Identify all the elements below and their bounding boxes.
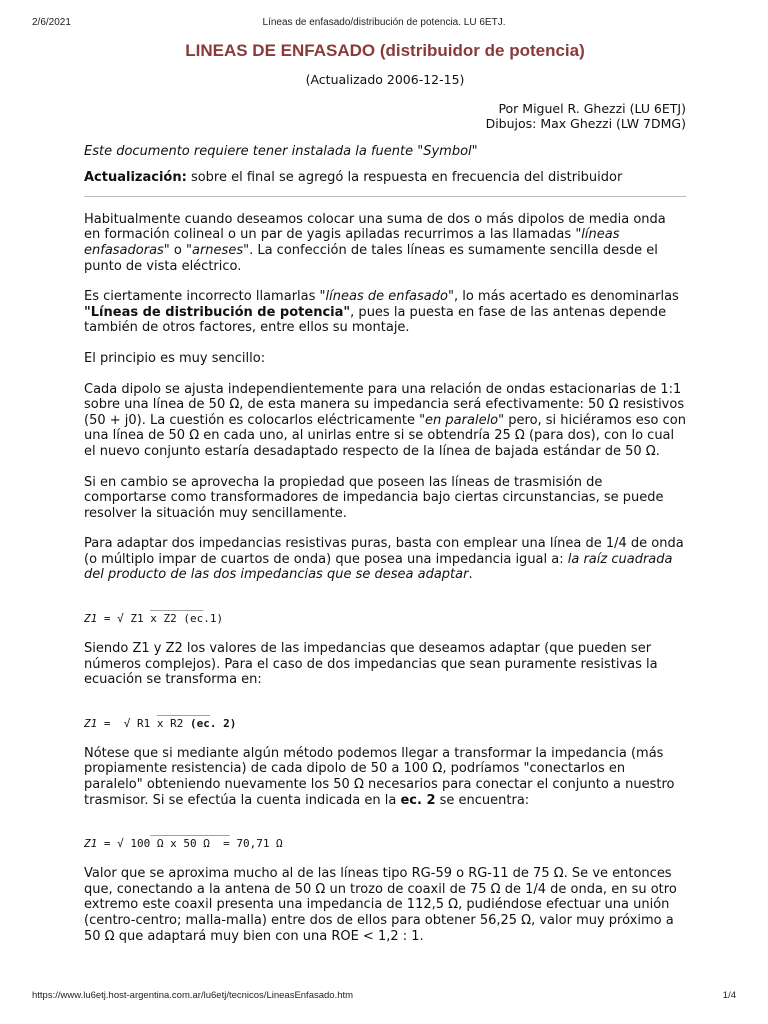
print-title: Líneas de enfasado/distribución de potencia. LU 6ETJ. <box>262 17 506 28</box>
text: pero, si hiciéramos eso con una línea de 50 Ω en cada uno, al unirlas entre si se obtendría 25 Ω (para dos), con lo cual el nuevo conjunto estaría desadaptado respecto de la línea de bajada estándar de 50 Ω. <box>84 412 686 459</box>
text: . <box>468 567 473 583</box>
document-body <box>84 40 686 944</box>
print-date: 2/6/2021 <box>32 17 71 28</box>
equation-text: = √ R1 x R2 <box>97 716 190 730</box>
text: Es ciertamente incorrecto llamarlas <box>84 289 320 305</box>
paragraph-transformer: Si en cambio se aprovecha la propiedad que poseen las líneas de trasmisión de comportarse como transformadores de impedancia bajo ciertas circunstancias, se puede resolver la situación muy sencillamente. <box>84 474 664 521</box>
paragraph-adapt <box>84 536 686 583</box>
equation-text: = √ 100 Ω x 50 Ω = 70,71 Ω <box>97 837 283 851</box>
update-label: Actualización: <box>84 170 187 186</box>
text-italic: "arneses" <box>186 242 250 258</box>
text: , lo más acertado es denominarlas <box>453 289 679 305</box>
text: o <box>169 242 187 258</box>
update-note <box>84 170 686 186</box>
drawings-credit: Dibujos: Max Ghezzi (LW 7DMG) <box>485 115 686 131</box>
author: Por Miguel R. Ghezzi (LU 6ETJ) <box>498 100 686 116</box>
radical-bar: ________ <box>150 598 204 612</box>
equation-bar <box>84 598 203 611</box>
equation-bar <box>84 823 230 836</box>
page-title: LINEAS DE ENFASADO (distribuidor de potencia) <box>185 41 585 60</box>
update-text: sobre el final se agregó la respuesta en frecuencia del distribuidor <box>186 170 623 186</box>
equation-var: Z1 <box>84 837 98 851</box>
page-number: 1/4 <box>722 990 736 1001</box>
paragraph-intro <box>84 212 686 274</box>
paragraph-dipole <box>84 382 686 460</box>
radical-bar: ____________ <box>150 823 230 837</box>
equation-1 <box>84 598 686 626</box>
text: se encuentra: <box>435 792 530 808</box>
equation-var: Z1 <box>84 716 98 730</box>
text: Para adaptar dos impedancias resistivas puras, basta con emplear una línea de 1/4 de onda (o múltiplo impar de cuartos de onda) que posea una impedancia igual a: <box>84 536 684 567</box>
paragraph-principle: El principio es muy sencillo: <box>84 350 266 366</box>
text: . La confección de tales líneas es sumamente sencilla desde el punto de vista eléctrico. <box>84 242 658 274</box>
equation-label: (ec. 2) <box>189 716 237 730</box>
divider <box>84 196 686 197</box>
radical-bar: ________ <box>156 702 210 716</box>
page-url: https://www.lu6etj.host-argentina.com.ar/lu6etj/tecnicos/LineasEnfasado.htm <box>32 990 354 1001</box>
text-bold: "Líneas de distribución de potencia" <box>84 304 351 320</box>
paragraph-value: Valor que se aproxima mucho al de las líneas tipo RG-59 o RG-11 de 75 Ω. Se ve entonces que, conectando a la antena de 50 Ω un trozo de coaxil de 75 Ω de 1/4 de onda, en su otro extremo este coaxil presenta una impedancia de 112,5 Ω, pudiéndose efectuar una unión (centro-centro; malla-malla) entre dos de ellos para obtener 56,25 Ω, valor muy próximo a 50 Ω que adaptará muy bien con una ROE < 1,2 : 1. <box>84 866 677 944</box>
text-italic: la raíz cuadrada del producto de las dos impedancias que se desea adaptar <box>84 551 673 583</box>
paragraph-note <box>84 746 686 808</box>
text: Cada dipolo se ajusta independientemente para una relación de ondas estacionarias de 1:1 sobre una línea de 50 Ω, de esta manera su impedancia será efectivamente: 50 Ω resistivos (50 + j0). La cuestión es colocarlos eléctricamente <box>84 381 685 428</box>
equation-3 <box>84 823 686 851</box>
text: , pues la puesta en fase de las antenas depende también de otros factores, entre ellos su montaje. <box>84 304 667 336</box>
print-footer <box>32 990 736 1002</box>
equation-2 <box>84 703 686 731</box>
font-requirement-note: Este documento requiere tener instalada la fuente "Symbol" <box>84 143 478 159</box>
equation-text: = √ Z1 x Z2 (ec.1) <box>97 612 224 626</box>
text: Nótese que si mediante algún método podemos llegar a transformar la impedancia (más propiamente resistencia) de cada dipolo de 50 a 100 Ω, podríamos "conectarlos en paralelo" obteniendo nuevamente los 50 Ω necesarios para conectar el conjunto a nuestro trasmisor. Si se efectúa la cuenta indicada en la <box>84 745 675 808</box>
text-italic: "líneas de enfasado" <box>319 289 454 305</box>
byline <box>84 101 686 131</box>
print-header <box>32 17 736 29</box>
text-bold: ec. 2 <box>400 792 436 808</box>
updated-date: (Actualizado 2006-12-15) <box>305 72 465 87</box>
equation-bar <box>84 703 210 716</box>
text: Habitualmente cuando deseamos colocar una suma de dos o más dipolos de media onda en formación colineal o un par de yagis apiladas recurrimos a las llamadas <box>84 211 666 243</box>
equation-var: Z1 <box>84 612 98 626</box>
text-italic: "líneas enfasadoras" <box>84 227 620 258</box>
text-italic: "en paralelo" <box>419 412 505 428</box>
paragraph-z1z2: Siendo Z1 y Z2 los valores de las impedancias que deseamos adaptar (que pueden ser números complejos). Para el caso de dos impedancias que sean puramente resistivas la ecuación se transforma en: <box>84 641 658 688</box>
paragraph-naming <box>84 289 686 336</box>
